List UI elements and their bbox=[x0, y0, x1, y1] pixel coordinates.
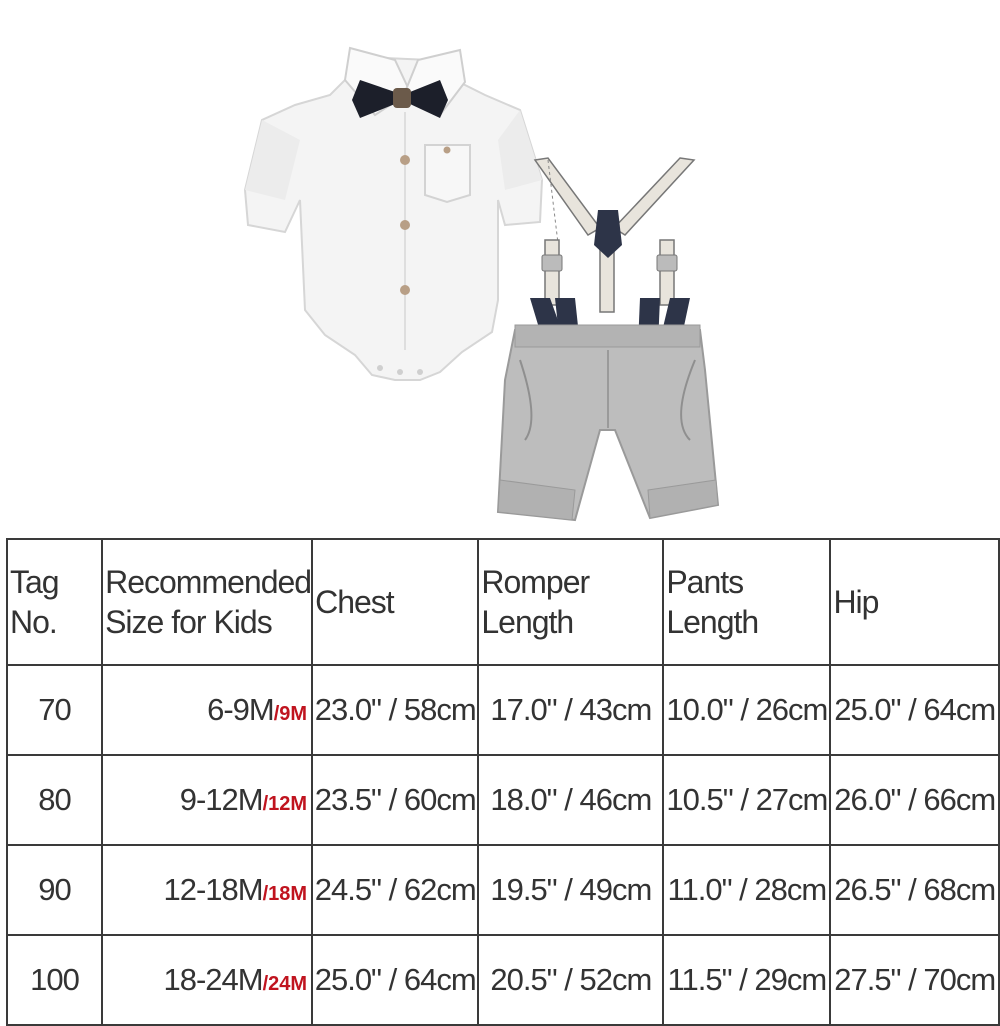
header-pants-length: Pants Length bbox=[663, 539, 830, 665]
cell-size bbox=[102, 755, 312, 845]
cell-hip: 26.5" / 68cm bbox=[830, 845, 999, 935]
size-range: 9-12M bbox=[179, 782, 263, 817]
size-range: 6-9M bbox=[207, 692, 274, 727]
cell-size bbox=[102, 935, 312, 1025]
cell-pants-length: 11.0" / 28cm bbox=[663, 845, 830, 935]
size-range: 12-18M bbox=[163, 872, 263, 907]
cell-size bbox=[102, 665, 312, 755]
cell-chest: 24.5" / 62cm bbox=[312, 845, 478, 935]
cell-chest: 25.0" / 64cm bbox=[312, 935, 478, 1025]
header-romper-length: Romper Length bbox=[478, 539, 663, 665]
cell-tag: 70 bbox=[7, 665, 102, 755]
cell-tag: 90 bbox=[7, 845, 102, 935]
header-chest: Chest bbox=[312, 539, 478, 665]
cell-hip: 25.0" / 64cm bbox=[830, 665, 999, 755]
header-tag-no: Tag No. bbox=[7, 539, 102, 665]
header-recommended-size bbox=[102, 539, 312, 665]
cell-romper-length: 17.0" / 43cm bbox=[478, 665, 663, 755]
cell-chest: 23.5" / 60cm bbox=[312, 755, 478, 845]
alt-size: /18M bbox=[262, 883, 308, 905]
table-row bbox=[7, 845, 999, 935]
table-row bbox=[7, 755, 999, 845]
cell-size bbox=[102, 845, 312, 935]
alt-size: /24M bbox=[262, 973, 308, 995]
cell-pants-length: 10.5" / 27cm bbox=[663, 755, 830, 845]
cell-hip: 27.5" / 70cm bbox=[830, 935, 999, 1025]
table-header-row bbox=[7, 539, 999, 665]
cell-romper-length: 18.0" / 46cm bbox=[478, 755, 663, 845]
cell-tag: 100 bbox=[7, 935, 102, 1025]
header-hip: Hip bbox=[830, 539, 999, 665]
cell-tag: 80 bbox=[7, 755, 102, 845]
cell-romper-length: 20.5" / 52cm bbox=[478, 935, 663, 1025]
size-chart-table bbox=[6, 538, 1000, 1026]
table-row bbox=[7, 935, 999, 1025]
cell-chest: 23.0" / 58cm bbox=[312, 665, 478, 755]
cell-pants-length: 11.5" / 29cm bbox=[663, 935, 830, 1025]
alt-size: /9M bbox=[273, 703, 308, 725]
header-size-line1: Recommended bbox=[105, 564, 312, 600]
cell-hip: 26.0" / 66cm bbox=[830, 755, 999, 845]
alt-size: /12M bbox=[262, 793, 308, 815]
cell-romper-length: 19.5" / 49cm bbox=[478, 845, 663, 935]
table-row bbox=[7, 665, 999, 755]
header-size-line2: Size for Kids bbox=[105, 604, 272, 640]
romper-shirt-icon bbox=[245, 48, 542, 380]
size-range: 18-24M bbox=[163, 962, 263, 997]
cell-pants-length: 10.0" / 26cm bbox=[663, 665, 830, 755]
